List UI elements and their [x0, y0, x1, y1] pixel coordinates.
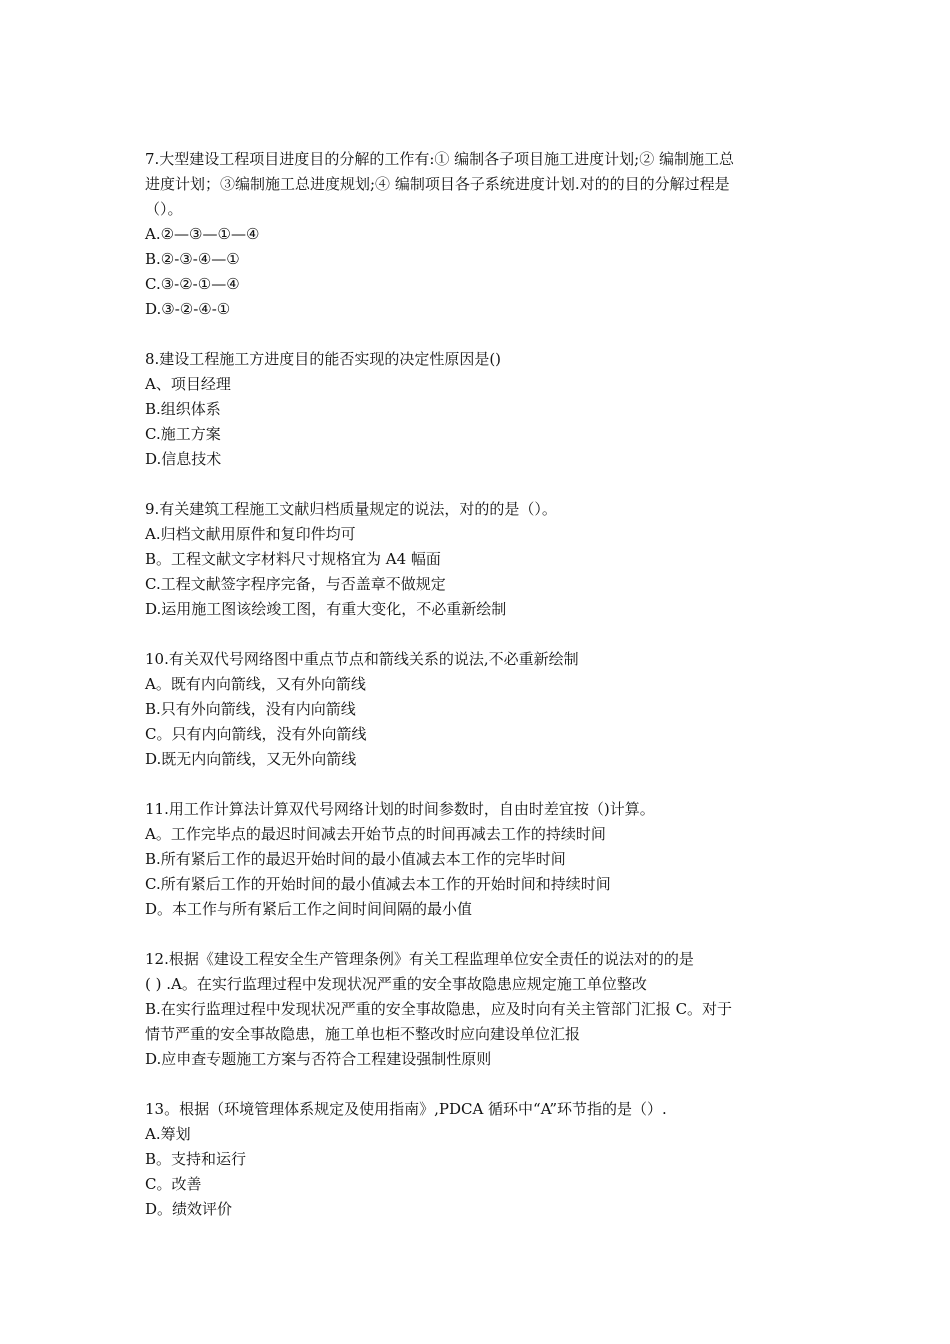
question-7-option-a: A.②—③—①—④ [145, 225, 260, 243]
question-11-option-d: D。本工作与所有紧后工作之间时间间隔的最小值 [145, 900, 473, 918]
question-7 [145, 147, 810, 322]
question-9-option-c: C.工程文献签字程序完备，与否盖章不做规定 [145, 575, 446, 593]
question-13 [145, 1097, 810, 1222]
question-12 [145, 947, 810, 1072]
question-13-option-c: C。改善 [145, 1175, 202, 1193]
question-7-stem-line-2: 进度计划；③编制施工总进度规划;④ 编制项目各子系统进度计划.对的的目的分解过程是 [145, 175, 730, 193]
question-10-stem: 10.有关双代号网络图中重点节点和箭线关系的说法,不必重新绘制 [145, 650, 579, 668]
question-10-option-c: C。只有内向箭线，没有外向箭线 [145, 725, 367, 743]
question-10 [145, 647, 810, 772]
question-7-stem-line-3: （）。 [145, 200, 183, 218]
document-page [145, 147, 810, 1247]
question-7-option-b: B.②-③-④—① [145, 250, 240, 268]
question-13-option-d: D。绩效评价 [145, 1200, 233, 1218]
question-12-option-b-line-1: B.在实行监理过程中发现状况严重的安全事故隐患，应及时向有关主管部门汇报 C。对于 [145, 1000, 733, 1018]
question-13-option-a: A.筹划 [145, 1125, 191, 1143]
question-11 [145, 797, 810, 922]
question-13-option-b: B。支持和运行 [145, 1150, 247, 1168]
question-8-option-a: A、项目经理 [145, 375, 231, 393]
question-10-option-a: A。既有内向箭线，又有外向箭线 [145, 675, 366, 693]
question-9-option-b: B。工程文献文字材料尺寸规格宜为 A4 幅面 [145, 550, 441, 568]
question-12-option-a: ( ) .A。在实行监理过程中发现状况严重的安全事故隐患应规定施工单位整改 [145, 975, 647, 993]
question-11-stem: 11.用工作计算法计算双代号网络计划的时间参数时，自由时差宜按（)计算。 [145, 800, 655, 818]
question-8-stem: 8.建设工程施工方进度目的能否实现的决定性原因是() [145, 350, 502, 368]
question-12-option-c-line-2: 情节严重的安全事故隐患，施工单也柜不整改时应向建设单位汇报 [145, 1025, 581, 1043]
question-8 [145, 347, 810, 472]
question-8-option-c: C.施工方案 [145, 425, 221, 443]
question-10-option-d: D.既无内向箭线，又无外向箭线 [145, 750, 357, 768]
question-9-option-d: D.运用施工图该绘竣工图，有重大变化，不必重新绘制 [145, 600, 507, 618]
question-12-stem: 12.根据《建设工程安全生产管理条例》有关工程监理单位安全责任的说法对的的是 [145, 950, 694, 968]
question-12-option-d: D.应申查专题施工方案与否符合工程建设强制性原则 [145, 1050, 492, 1068]
question-9-option-a: A.归档文献用原件和复印件均可 [145, 525, 356, 543]
question-10-option-b: B.只有外向箭线，没有内向箭线 [145, 700, 356, 718]
question-9 [145, 497, 810, 622]
question-7-stem-line-1: 7.大型建设工程项目进度目的分解的工作有:① 编制各子项目施工进度计划;② 编制施工总 [145, 150, 734, 168]
question-11-option-c: C.所有紧后工作的开始时间的最小值减去本工作的开始时间和持续时间 [145, 875, 611, 893]
question-7-option-d: D.③-②-④-① [145, 300, 231, 318]
question-11-option-b: B.所有紧后工作的最迟开始时间的最小值减去本工作的完毕时间 [145, 850, 566, 868]
question-11-option-a: A。工作完毕点的最迟时间减去开始节点的时间再减去工作的持续时间 [145, 825, 606, 843]
question-8-option-b: B.组织体系 [145, 400, 221, 418]
question-8-option-d: D.信息技术 [145, 450, 222, 468]
question-9-stem: 9.有关建筑工程施工文献归档质量规定的说法，对的的是（）。 [145, 500, 557, 518]
question-13-stem: 13。根据（环境管理体系规定及使用指南》,PDCA 循环中“A”环节指的是（）. [145, 1100, 667, 1118]
question-7-option-c: C.③-②-①—④ [145, 275, 240, 293]
